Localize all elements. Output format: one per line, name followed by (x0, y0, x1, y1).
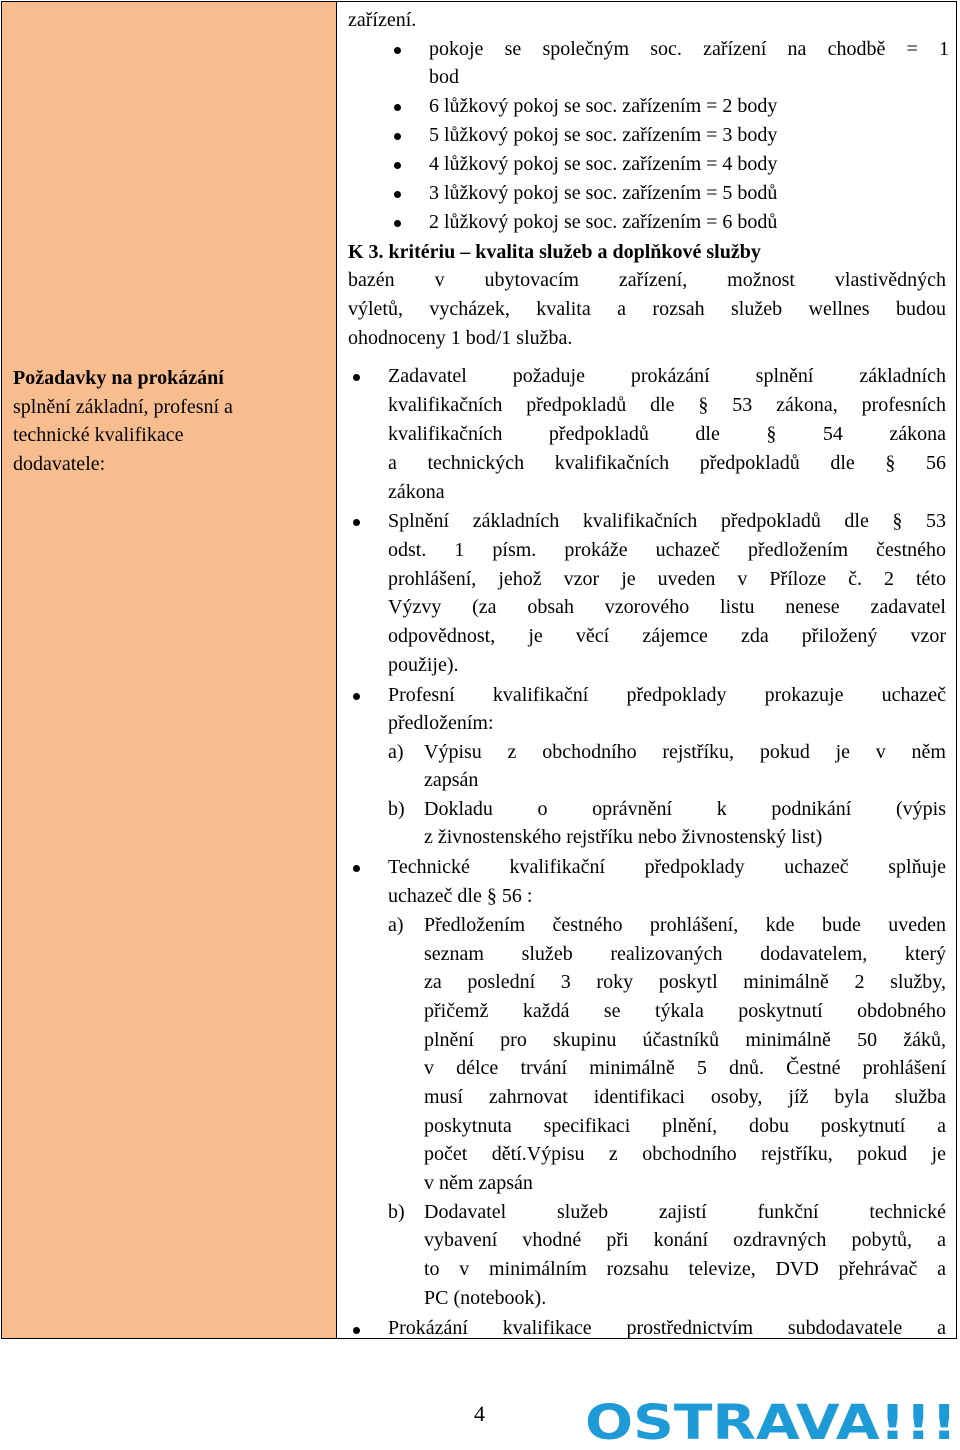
requirement-line: a technických kvalifikačních předpokladů dle § 56 (388, 452, 946, 474)
bullet-icon (353, 519, 360, 526)
requirement-line: Zadavatel požaduje prokázání splnění základních (388, 365, 946, 387)
requirement-line: použije). (388, 654, 459, 676)
sub-item-marker: a) (388, 914, 404, 936)
bullet-icon (394, 220, 401, 227)
requirement-line: odpovědnost, je věcí zájemce zda přiložený vzor (388, 625, 946, 647)
sub-item-line: v něm zapsán (424, 1172, 533, 1194)
sub-item-line: PC (notebook). (424, 1287, 547, 1309)
sub-item-line: Dodavatel služeb zajistí funkční technické (424, 1201, 946, 1223)
requirement-line: zákona (388, 481, 445, 503)
requirement-line: Prokázání kvalifikace prostřednictvím subdodavatele a (388, 1317, 946, 1339)
bullet-icon (394, 104, 401, 111)
bullet-icon (353, 693, 360, 700)
label-line: dodavatele: (13, 452, 106, 475)
requirement-line: Profesní kvalifikační předpoklady prokazuje uchazeč (388, 684, 946, 706)
list-item: bod (429, 66, 459, 88)
requirement-line: Technické kvalifikační předpoklady uchazeč splňuje (388, 856, 946, 878)
sub-item-line: Dokladu o oprávnění k podnikání (výpis (424, 798, 946, 820)
bullet-icon (394, 133, 401, 140)
sub-item-line: musí zahrnovat identifikaci osoby, jíž byla služba (424, 1086, 946, 1108)
page-number: 4 (474, 1401, 485, 1426)
requirement-line: kvalifikačních předpokladů dle § 54 zákona (388, 423, 946, 445)
list-item: 5 lůžkový pokoj se soc. zařízením = 3 body (429, 124, 778, 146)
sub-item-line: počet dětí.Výpisu z obchodního rejstříku, pokud je (424, 1143, 946, 1165)
sub-item-line: zapsán (424, 769, 479, 791)
list-item: 3 lůžkový pokoj se soc. zařízením = 5 bodů (429, 182, 778, 204)
sub-item-line: vybavení vhodné při konání ozdravných pobytů, a (424, 1229, 946, 1251)
sub-item-line: to v minimálním rozsahu televize, DVD přehrávač a (424, 1258, 946, 1280)
sub-item-line: poskytnuta specifikaci plnění, dobu poskytnutí a (424, 1115, 946, 1137)
requirement-line: odst. 1 písm. prokáže uchazeč předložením čestného (388, 539, 946, 561)
sub-item-marker: a) (388, 741, 404, 763)
requirement-line: Výzvy (za obsah vzorového listu nenese zadavatel (388, 596, 946, 618)
sub-item-line: plnění pro skupinu účastníků minimálně 50 žáků, (424, 1029, 946, 1051)
sub-item-marker: b) (388, 1201, 405, 1223)
requirements-label (13, 364, 323, 478)
requirement-line: předložením: (388, 712, 494, 734)
label-line: splnění základní, profesní a (13, 395, 233, 418)
k3-line: bazén v ubytovacím zařízení, možnost vlastivědných (348, 269, 946, 291)
requirement-line: prohlášení, jehož vzor je uveden v Příloze č. 2 této (388, 568, 946, 590)
sub-item-line: seznam služeb realizovaných dodavatelem, který (424, 943, 946, 965)
bullet-icon (394, 162, 401, 169)
sub-item-line: za poslední 3 roky poskytl minimálně 2 služby, (424, 971, 946, 993)
sub-item-line: Výpisu z obchodního rejstříku, pokud je v něm (424, 741, 946, 763)
logo-text: OSTRAVA!!! (585, 1395, 957, 1443)
document-table (1, 1, 957, 1339)
sub-item-line: v délce trvání minimálně 5 dnů. Čestné prohlášení (424, 1057, 946, 1079)
requirement-line: kvalifikačních předpokladů dle § 53 zákona, profesních (388, 394, 946, 416)
bullet-icon (394, 47, 401, 54)
sub-item-marker: b) (388, 798, 405, 820)
sub-item-line: z živnostenského rejstříku nebo živnostenský list) (424, 826, 823, 848)
label-cell (2, 2, 337, 1338)
bullet-icon (394, 191, 401, 198)
k3-heading: K 3. kritériu – kvalita služeb a doplňkové služby (348, 241, 761, 263)
label-line: technické kvalifikace (13, 424, 184, 446)
content-cell (338, 2, 956, 1338)
list-item: pokoje se společným soc. zařízení na chodbě = 1 (429, 38, 949, 60)
ostrava-logo (585, 1395, 957, 1443)
sub-item-line: Předložením čestného prohlášení, kde bude uveden (424, 914, 946, 936)
k3-line: ohodnoceny 1 bod/1 služba. (348, 327, 573, 349)
bullet-icon (353, 1327, 360, 1334)
label-line: Požadavky na prokázání (13, 367, 224, 389)
bullet-icon (353, 374, 360, 381)
requirement-line: Splnění základních kvalifikačních předpokladů dle § 53 (388, 510, 946, 532)
bullet-icon (353, 865, 360, 872)
list-item: 2 lůžkový pokoj se soc. zařízením = 6 bodů (429, 211, 778, 233)
list-item: 6 lůžkový pokoj se soc. zařízením = 2 body (429, 95, 778, 117)
requirement-line: uchazeč dle § 56 : (388, 885, 533, 907)
intro-tail: zařízení. (348, 9, 417, 31)
list-item: 4 lůžkový pokoj se soc. zařízením = 4 body (429, 153, 778, 175)
sub-item-line: přičemž každá se týkala poskytnutí obdobného (424, 1000, 946, 1022)
k3-line: výletů, vycházek, kvalita a rozsah služeb wellnes budou (348, 298, 946, 320)
